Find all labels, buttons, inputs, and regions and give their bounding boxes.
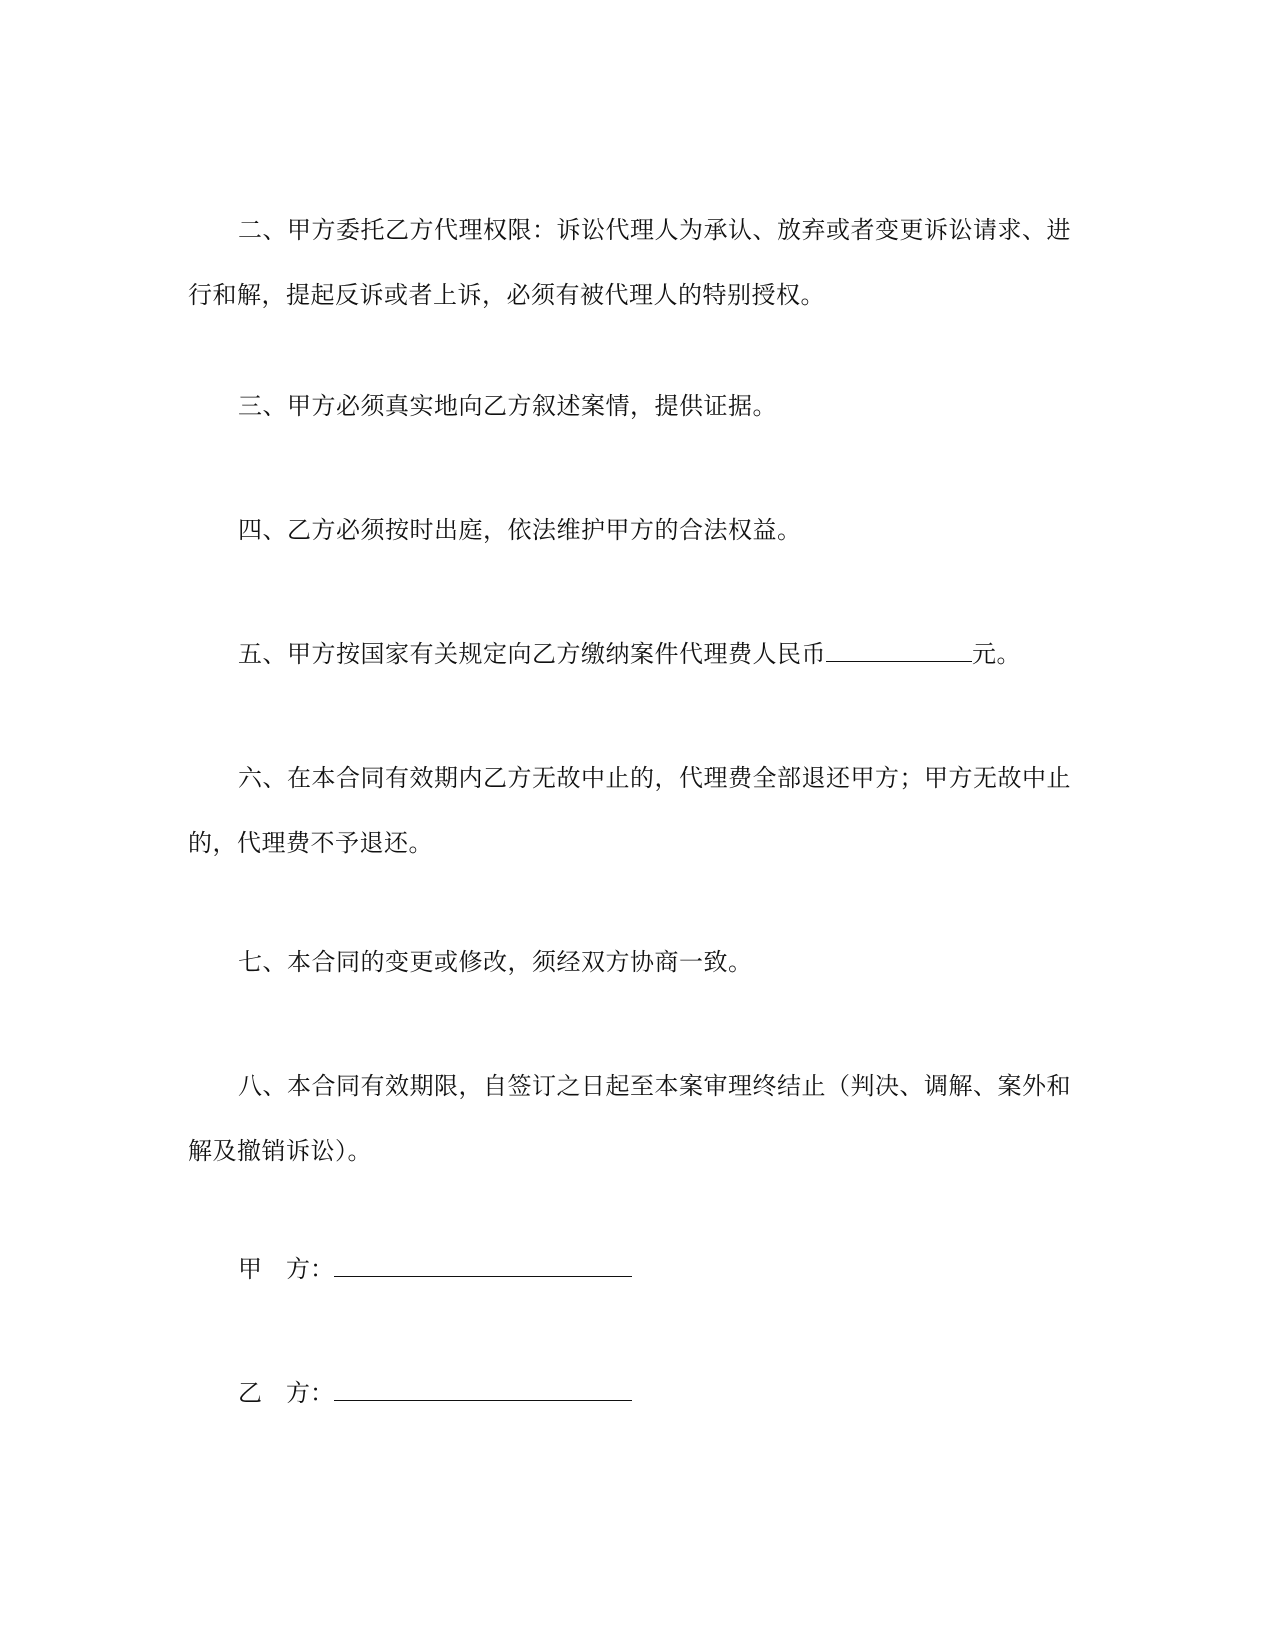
clause-3: 三、甲方必须真实地向乙方叙述案情，提供证据。 — [238, 392, 777, 420]
clause-8: 八、本合同有效期限，自签订之日起至本案审理终结止（判决、调解、案外和解及撤销诉讼）。 — [188, 1072, 1071, 1165]
party-a-label: 甲 方： — [238, 1255, 334, 1283]
party-b-signature-row — [238, 1378, 632, 1408]
fee-blank-line — [826, 639, 972, 662]
party-a-signature-row — [238, 1254, 632, 1284]
clause-5-text: 五、甲方按国家有关规定向乙方缴纳案件代理费人民币 — [238, 640, 826, 668]
party-b-label: 乙 方： — [238, 1379, 334, 1407]
clause-4: 四、乙方必须按时出庭，依法维护甲方的合法权益。 — [238, 516, 802, 544]
clause-2: 二、甲方委托乙方代理权限：诉讼代理人为承认、放弃或者变更诉讼请求、进行和解，提起反诉或者上诉，必须有被代理人的特别授权。 — [188, 216, 1071, 309]
party-a-signature-line — [334, 1254, 632, 1277]
clause-7: 七、本合同的变更或修改，须经双方协商一致。 — [238, 948, 753, 976]
clause-6: 六、在本合同有效期内乙方无故中止的，代理费全部退还甲方；甲方无故中止的，代理费不予退还。 — [188, 764, 1071, 857]
clause-5 — [188, 622, 1088, 687]
clause-5-unit: 元。 — [972, 640, 1021, 668]
party-b-signature-line — [334, 1378, 632, 1401]
